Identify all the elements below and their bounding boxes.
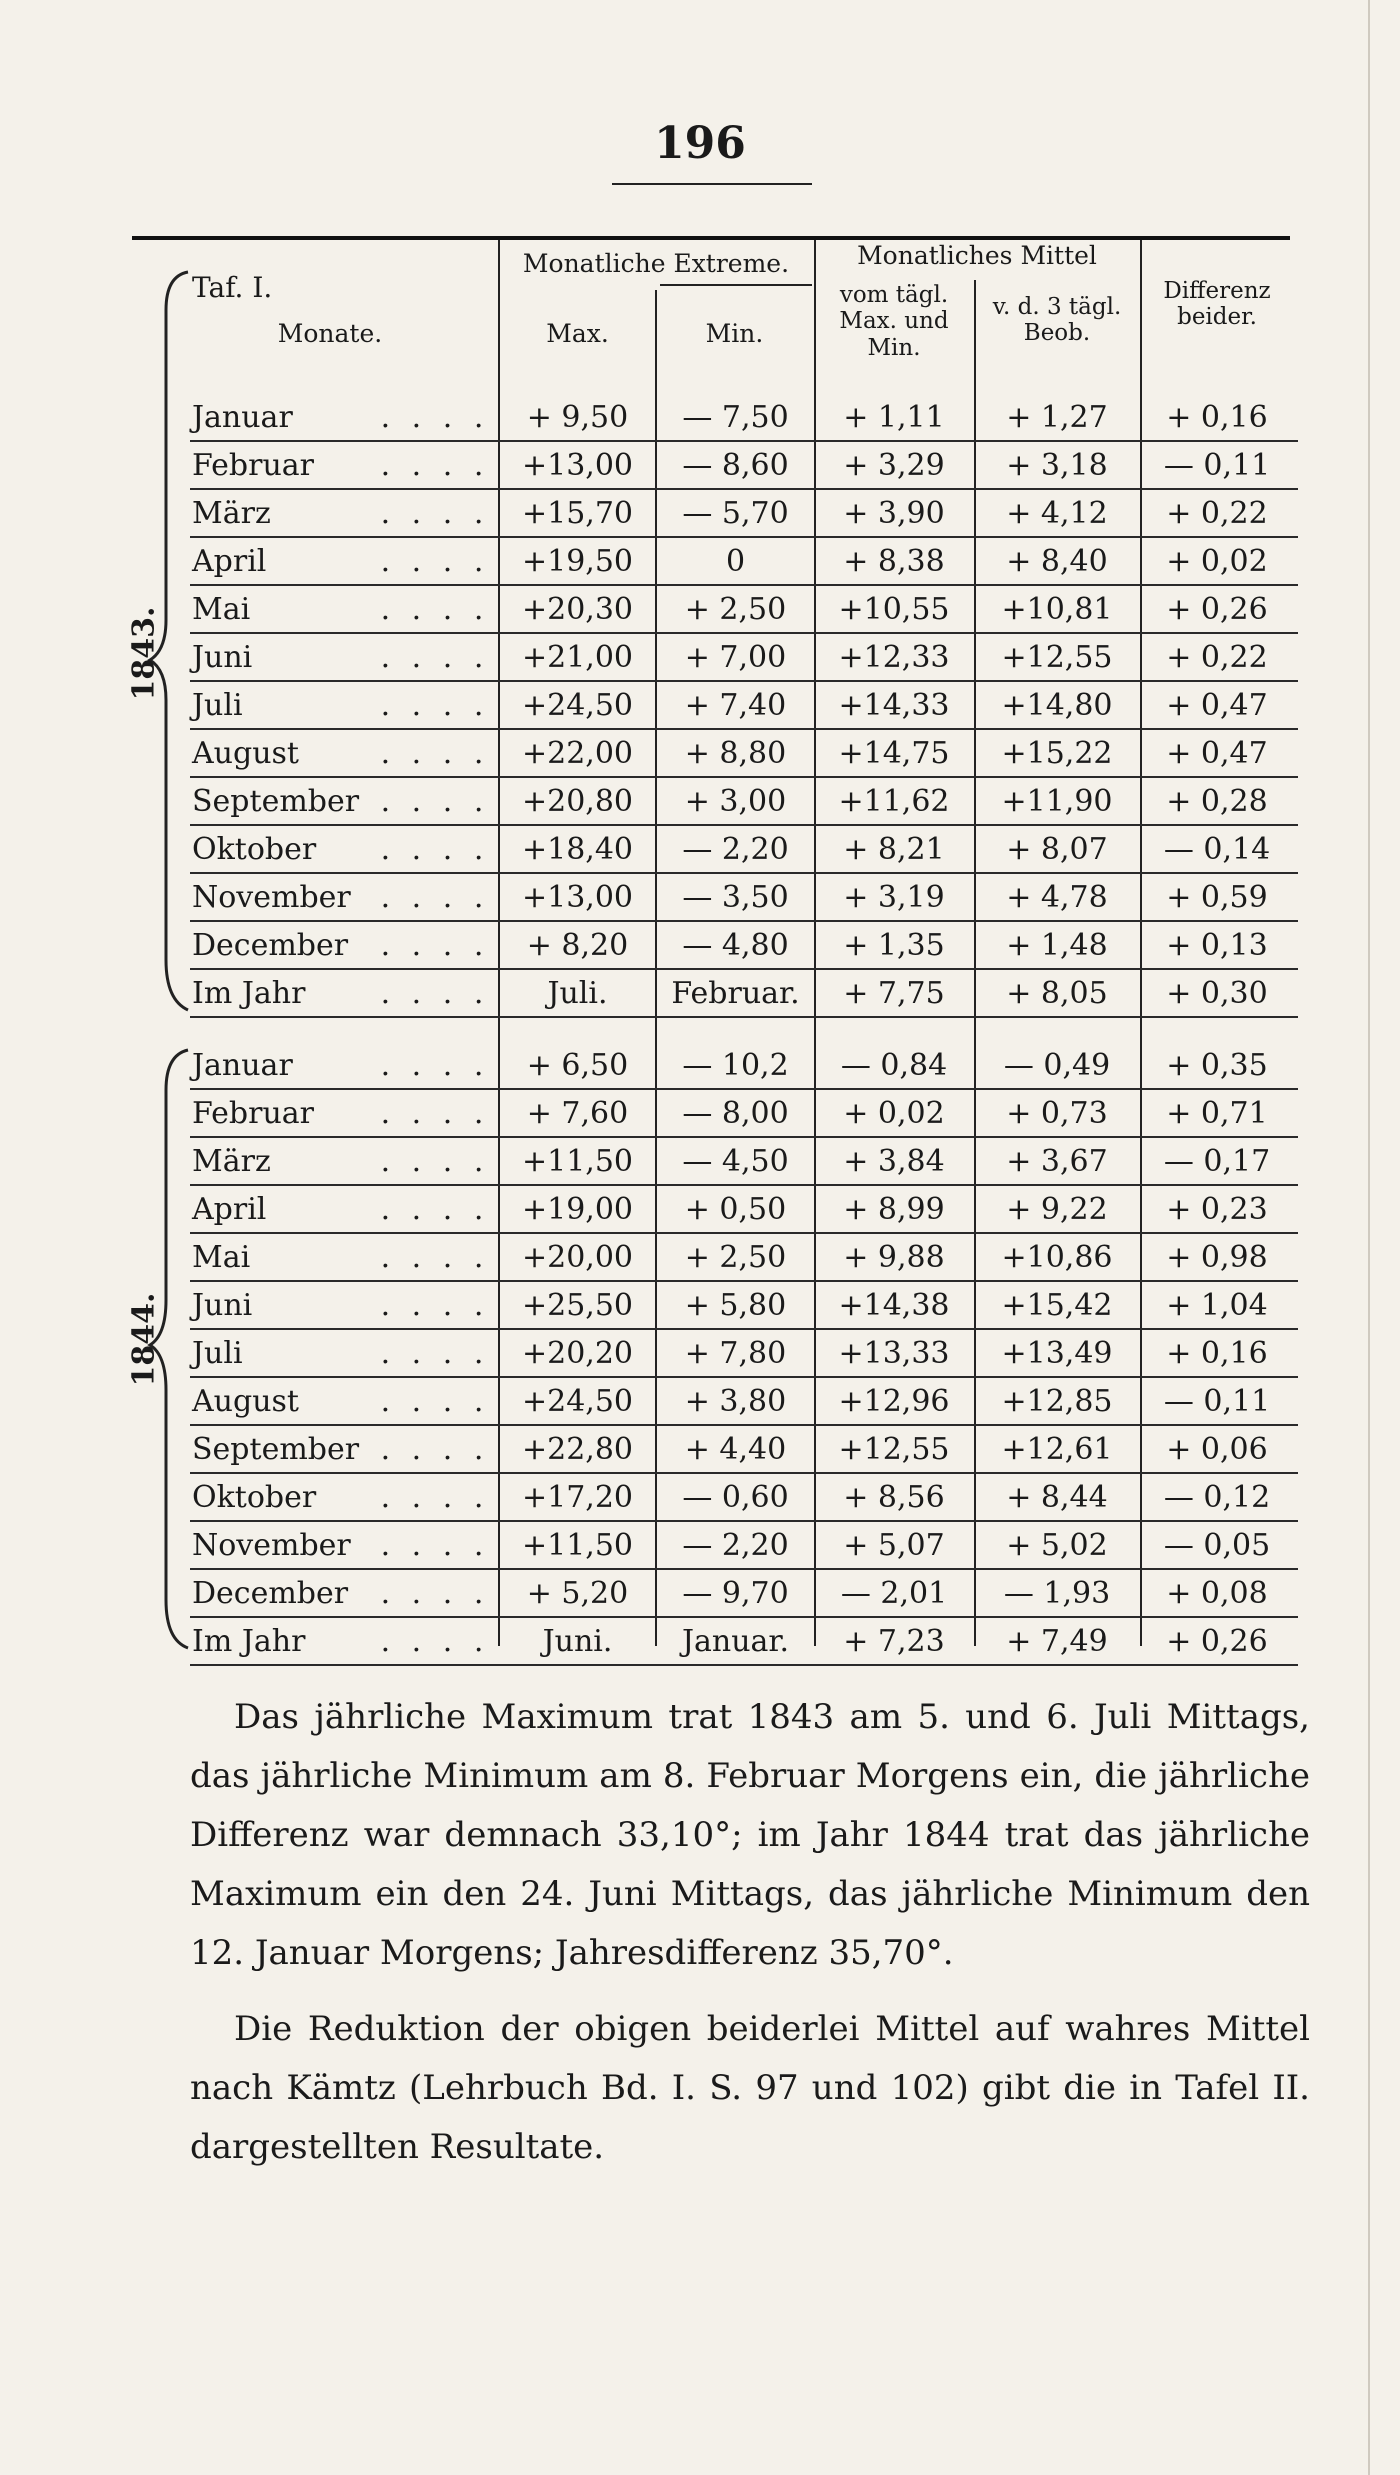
cell-mittel-b: + 8,40 — [1006, 544, 1108, 579]
leader-dots: . . . . — [380, 496, 490, 531]
cell-month: Oktober — [192, 832, 317, 867]
table-row — [190, 586, 1298, 634]
cell-month: Im Jahr — [192, 976, 306, 1011]
paragraph — [190, 2000, 1310, 2177]
header-extreme-group: Monatliche Extreme. — [522, 249, 790, 278]
leader-dots: . . . . — [380, 1288, 490, 1323]
leader-dots: . . . . — [380, 784, 490, 819]
cell-mittel-a: + 8,21 — [843, 832, 945, 867]
paragraph-text: Das jährliche Maximum trat 1843 am 5. und 6. Juli Mittags, das jährliche Minimum am 8. Februar Morgens ein, die jährliche Differenz war demnach 33,10°; im Jahr 1844 trat das jährliche Maximum ein den 24. Juni Mittags, das jährliche Minimum den 12. Januar Morgens; Jahresdifferenz 35,70°. — [190, 1697, 1310, 1973]
cell-max: +20,80 — [521, 784, 634, 819]
cell-max: + 5,20 — [526, 1576, 629, 1611]
cell-diff: + 0,47 — [1166, 736, 1268, 771]
table-row — [190, 490, 1298, 538]
leader-dots: . . . . — [380, 1240, 490, 1275]
leader-dots: . . . . — [380, 1336, 490, 1371]
cell-max: +19,50 — [521, 544, 634, 579]
leader-dots: . . . . — [380, 1048, 490, 1083]
header-month: Monate. — [277, 319, 383, 348]
cell-max: +18,40 — [521, 832, 634, 867]
cell-max: Juli. — [547, 976, 608, 1011]
cell-mittel-b: + 1,48 — [1006, 928, 1108, 963]
cell-mittel-b: + 1,27 — [1006, 400, 1108, 435]
cell-month: November — [192, 1528, 351, 1563]
header-mittel-b: v. d. 3 tägl. Beob. — [992, 294, 1122, 347]
leader-dots: . . . . — [380, 736, 490, 771]
cell-diff: + 0,30 — [1166, 976, 1268, 1011]
table-row — [190, 1426, 1298, 1474]
cell-mittel-a: + 7,23 — [843, 1624, 945, 1659]
table-row — [190, 730, 1298, 778]
cell-diff: — 0,12 — [1163, 1480, 1271, 1515]
cell-min: + 4,40 — [684, 1432, 787, 1467]
header-diff: Differenz beider. — [1163, 278, 1271, 331]
cell-max: +13,00 — [521, 448, 634, 483]
cell-month: August — [192, 736, 299, 771]
cell-month: Februar — [192, 448, 315, 483]
cell-min: + 2,50 — [684, 1240, 787, 1275]
leader-dots: . . . . — [380, 688, 490, 723]
table-row — [190, 442, 1298, 490]
cell-min: — 4,80 — [682, 928, 789, 963]
table-row — [190, 922, 1298, 970]
cell-mittel-a: + 8,38 — [843, 544, 945, 579]
cell-month: Juni — [192, 1288, 253, 1323]
cell-mittel-a: +12,33 — [838, 640, 950, 675]
cell-min: — 2,20 — [682, 832, 789, 867]
cell-max: +24,50 — [521, 1384, 634, 1419]
leader-dots: . . . . — [380, 1624, 490, 1659]
table-row — [190, 1330, 1298, 1378]
cell-mittel-a: +10,55 — [838, 592, 950, 627]
paragraph-text: Die Reduktion der obigen beiderlei Mittel auf wahres Mittel nach Kämtz (Lehrbuch Bd. I. S. 97 und 102) gibt die in Tafel II. dargestellten Resultate. — [190, 2009, 1310, 2167]
year-label-1844: 1844. — [126, 1292, 162, 1387]
cell-min: + 3,80 — [684, 1384, 787, 1419]
cell-mittel-b: +12,61 — [1001, 1432, 1113, 1467]
table-row — [190, 1618, 1298, 1666]
cell-min: + 7,80 — [684, 1336, 787, 1371]
cell-month: April — [192, 544, 267, 579]
cell-diff: + 0,22 — [1166, 640, 1268, 675]
row-rule — [190, 1016, 1298, 1018]
cell-max: + 8,20 — [526, 928, 629, 963]
leader-dots: . . . . — [380, 976, 490, 1011]
table-row — [190, 634, 1298, 682]
cell-mittel-a: + 8,99 — [843, 1192, 945, 1227]
cell-min: — 7,50 — [682, 400, 789, 435]
cell-mittel-a: + 1,35 — [843, 928, 945, 963]
cell-max: +20,00 — [521, 1240, 634, 1275]
cell-diff: + 0,16 — [1166, 1336, 1268, 1371]
leader-dots: . . . . — [380, 832, 490, 867]
cell-max: +21,00 — [521, 640, 634, 675]
cell-max: +25,50 — [521, 1288, 634, 1323]
cell-month: März — [192, 496, 271, 531]
cell-diff: + 0,26 — [1166, 592, 1268, 627]
cell-min: + 5,80 — [684, 1288, 787, 1323]
cell-mittel-b: + 3,67 — [1006, 1144, 1108, 1179]
table-row — [190, 1138, 1298, 1186]
cell-mittel-b: — 1,93 — [1003, 1576, 1111, 1611]
cell-max: +20,30 — [521, 592, 634, 627]
cell-max: + 9,50 — [526, 400, 629, 435]
cell-mittel-a: + 8,56 — [843, 1480, 945, 1515]
cell-month: Oktober — [192, 1480, 317, 1515]
leader-dots: . . . . — [380, 1384, 490, 1419]
cell-mittel-a: +14,33 — [838, 688, 950, 723]
header-mittel-a: vom tägl. Max. und Min. — [839, 282, 949, 361]
table-row — [190, 826, 1298, 874]
paragraph — [190, 1688, 1310, 1983]
table-row — [190, 1282, 1298, 1330]
cell-min: + 8,80 — [684, 736, 787, 771]
cell-mittel-a: + 0,02 — [843, 1096, 945, 1131]
cell-mittel-a: +12,96 — [838, 1384, 950, 1419]
year-label-1843: 1843. — [126, 606, 162, 701]
cell-min: Februar. — [671, 976, 800, 1011]
cell-max: Juni. — [542, 1624, 613, 1659]
cell-month: Mai — [192, 592, 251, 627]
cell-mittel-b: +15,22 — [1001, 736, 1113, 771]
cell-mittel-a: +11,62 — [838, 784, 950, 819]
cell-month: Juni — [192, 640, 253, 675]
cell-diff: + 0,22 — [1166, 496, 1268, 531]
cell-mittel-b: + 3,18 — [1006, 448, 1108, 483]
cell-min: 0 — [725, 544, 746, 579]
cell-mittel-b: +10,81 — [1001, 592, 1113, 627]
cell-min: + 2,50 — [684, 592, 787, 627]
cell-month: September — [192, 784, 360, 819]
cell-mittel-b: +15,42 — [1001, 1288, 1113, 1323]
leader-dots: . . . . — [380, 592, 490, 627]
cell-mittel-b: + 8,07 — [1006, 832, 1108, 867]
cell-mittel-a: — 0,84 — [840, 1048, 948, 1083]
leader-dots: . . . . — [380, 1144, 490, 1179]
cell-mittel-a: + 3,84 — [843, 1144, 945, 1179]
cell-min: Januar. — [681, 1624, 790, 1659]
cell-max: +15,70 — [521, 496, 634, 531]
cell-diff: + 0,02 — [1166, 544, 1268, 579]
table-row — [190, 682, 1298, 730]
cell-month: Januar — [192, 1048, 293, 1083]
cell-min: + 0,50 — [684, 1192, 787, 1227]
row-rule — [190, 1664, 1298, 1666]
table-row — [190, 1474, 1298, 1522]
leader-dots: . . . . — [380, 1432, 490, 1467]
cell-mittel-a: + 1,11 — [843, 400, 945, 435]
cell-max: +20,20 — [521, 1336, 634, 1371]
cell-month: Mai — [192, 1240, 251, 1275]
table-row — [190, 970, 1298, 1018]
cell-month: Juli — [192, 688, 243, 723]
cell-diff: + 0,16 — [1166, 400, 1268, 435]
header-max: Max. — [546, 319, 609, 348]
cell-diff: — 0,11 — [1163, 448, 1271, 483]
leader-dots: . . . . — [380, 400, 490, 435]
cell-min: + 7,00 — [684, 640, 787, 675]
table-row — [190, 1378, 1298, 1426]
leader-dots: . . . . — [380, 640, 490, 675]
cell-month: December — [192, 1576, 349, 1611]
cell-mittel-b: + 8,05 — [1006, 976, 1108, 1011]
cell-diff: + 0,98 — [1166, 1240, 1268, 1275]
leader-dots: . . . . — [380, 1096, 490, 1131]
cell-diff: + 0,08 — [1166, 1576, 1268, 1611]
cell-diff: — 0,17 — [1163, 1144, 1271, 1179]
cell-max: + 7,60 — [526, 1096, 629, 1131]
cell-mittel-a: + 5,07 — [843, 1528, 945, 1563]
cell-max: + 6,50 — [526, 1048, 629, 1083]
cell-diff: — 0,11 — [1163, 1384, 1271, 1419]
cell-diff: — 0,14 — [1163, 832, 1271, 867]
leader-dots: . . . . — [380, 880, 490, 915]
cell-month: Januar — [192, 400, 293, 435]
cell-month: März — [192, 1144, 271, 1179]
leader-dots: . . . . — [380, 1192, 490, 1227]
table-row — [190, 538, 1298, 586]
cell-min: + 7,40 — [684, 688, 787, 723]
cell-mittel-b: + 5,02 — [1006, 1528, 1108, 1563]
cell-diff: + 1,04 — [1166, 1288, 1268, 1323]
table-title: Taf. I. — [192, 271, 273, 304]
cell-max: +11,50 — [521, 1528, 634, 1563]
cell-diff: + 0,23 — [1166, 1192, 1268, 1227]
cell-diff: + 0,13 — [1166, 928, 1268, 963]
cell-mittel-a: + 3,19 — [843, 880, 945, 915]
cell-mittel-a: +12,55 — [838, 1432, 950, 1467]
cell-mittel-b: +10,86 — [1001, 1240, 1113, 1275]
cell-mittel-b: + 4,78 — [1006, 880, 1108, 915]
cell-mittel-b: + 9,22 — [1006, 1192, 1108, 1227]
cell-month: December — [192, 928, 349, 963]
cell-mittel-b: +12,85 — [1001, 1384, 1113, 1419]
leader-dots: . . . . — [380, 928, 490, 963]
leader-dots: . . . . — [380, 448, 490, 483]
cell-diff: + 0,26 — [1166, 1624, 1268, 1659]
cell-mittel-a: — 2,01 — [840, 1576, 948, 1611]
cell-month: Im Jahr — [192, 1624, 306, 1659]
table-row — [190, 394, 1298, 442]
leader-dots: . . . . — [380, 544, 490, 579]
cell-mittel-b: + 4,12 — [1006, 496, 1108, 531]
cell-diff: + 0,59 — [1166, 880, 1268, 915]
cell-mittel-b: +11,90 — [1001, 784, 1113, 819]
cell-mittel-b: + 7,49 — [1006, 1624, 1108, 1659]
leader-dots: . . . . — [380, 1528, 490, 1563]
cell-mittel-b: +13,49 — [1001, 1336, 1113, 1371]
cell-max: +22,80 — [521, 1432, 634, 1467]
cell-month: April — [192, 1192, 267, 1227]
cell-mittel-a: +13,33 — [838, 1336, 950, 1371]
cell-min: — 8,60 — [682, 448, 789, 483]
header-mittel-group: Monatliches Mittel — [857, 241, 1097, 270]
cell-month: September — [192, 1432, 360, 1467]
table-row — [190, 1186, 1298, 1234]
cell-diff: + 0,28 — [1166, 784, 1268, 819]
cell-diff: — 0,05 — [1163, 1528, 1271, 1563]
table-row — [190, 778, 1298, 826]
cell-mittel-b: — 0,49 — [1003, 1048, 1111, 1083]
table-row — [190, 1570, 1298, 1618]
cell-max: +17,20 — [521, 1480, 634, 1515]
table-row — [190, 1234, 1298, 1282]
cell-diff: + 0,06 — [1166, 1432, 1268, 1467]
table-row — [190, 874, 1298, 922]
cell-min: — 9,70 — [682, 1576, 789, 1611]
cell-min: — 5,70 — [682, 496, 789, 531]
cell-month: Juli — [192, 1336, 243, 1371]
cell-mittel-a: + 9,88 — [843, 1240, 945, 1275]
cell-max: +11,50 — [521, 1144, 634, 1179]
leader-dots: . . . . — [380, 1480, 490, 1515]
cell-month: August — [192, 1384, 299, 1419]
cell-max: +13,00 — [521, 880, 634, 915]
cell-max: +19,00 — [521, 1192, 634, 1227]
cell-min: — 0,60 — [682, 1480, 789, 1515]
cell-month: Februar — [192, 1096, 315, 1131]
cell-mittel-a: +14,38 — [838, 1288, 950, 1323]
cell-mittel-a: + 3,29 — [843, 448, 945, 483]
cell-mittel-b: + 0,73 — [1006, 1096, 1108, 1131]
leader-dots: . . . . — [380, 1576, 490, 1611]
table-row — [190, 1522, 1298, 1570]
cell-mittel-a: +14,75 — [838, 736, 950, 771]
cell-min: + 3,00 — [684, 784, 787, 819]
cell-min: — 4,50 — [682, 1144, 789, 1179]
cell-mittel-a: + 7,75 — [843, 976, 945, 1011]
cell-mittel-b: + 8,44 — [1006, 1480, 1108, 1515]
cell-diff: + 0,71 — [1166, 1096, 1268, 1131]
table-row — [190, 1090, 1298, 1138]
cell-diff: + 0,35 — [1166, 1048, 1268, 1083]
cell-mittel-a: + 3,90 — [843, 496, 945, 531]
cell-month: November — [192, 880, 351, 915]
cell-max: +22,00 — [521, 736, 634, 771]
header-min: Min. — [705, 319, 764, 348]
cell-min: — 10,2 — [682, 1048, 789, 1083]
page-number: 196 — [654, 118, 746, 169]
cell-min: — 8,00 — [682, 1096, 789, 1131]
cell-min: — 2,20 — [682, 1528, 789, 1563]
cell-diff: + 0,47 — [1166, 688, 1268, 723]
table-row — [190, 1042, 1298, 1090]
cell-mittel-b: +12,55 — [1001, 640, 1113, 675]
cell-mittel-b: +14,80 — [1001, 688, 1113, 723]
cell-max: +24,50 — [521, 688, 634, 723]
cell-min: — 3,50 — [682, 880, 789, 915]
